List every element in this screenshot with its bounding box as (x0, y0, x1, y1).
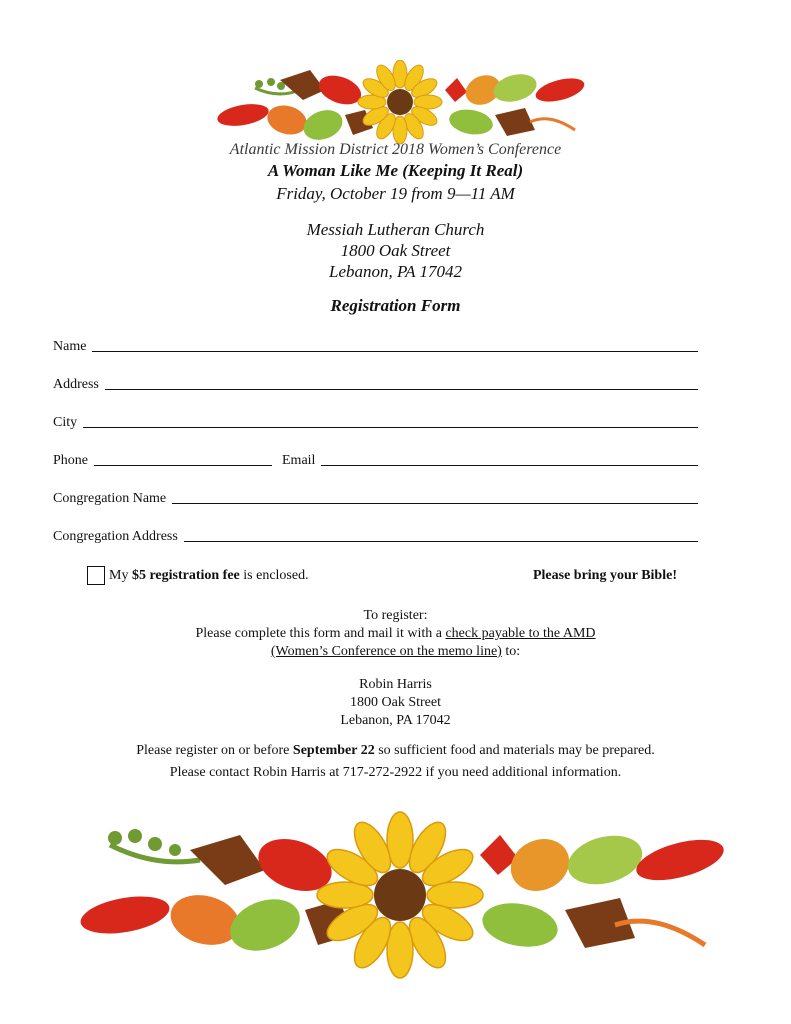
name-field[interactable] (92, 351, 698, 352)
mail-to-city: Lebanon, PA 17042 (340, 713, 451, 728)
congregation-name-field[interactable] (172, 503, 698, 504)
fee-row (87, 566, 677, 588)
autumn-leaves-sunflower-bottom-decoration (70, 800, 730, 990)
venue-city: Lebanon, PA 17042 (328, 262, 463, 281)
sunflower-icon (358, 60, 442, 144)
instructions-line-1-prefix: Please complete this form and mail it with a (195, 626, 446, 641)
orange-leaf-icon (502, 830, 578, 901)
green-leaf-icon (299, 105, 346, 145)
phone-email-field-row (53, 447, 698, 469)
congregation-name-label: Congregation Name (53, 491, 167, 506)
email-field[interactable] (321, 465, 698, 466)
brown-leaf-icon (190, 835, 265, 885)
address-field-row (53, 371, 698, 393)
red-leaf-icon (216, 101, 271, 130)
stem-icon (108, 829, 200, 862)
green-leaf-icon (490, 70, 539, 107)
footer-notes (0, 740, 791, 784)
instructions-line-2 (0, 643, 791, 661)
name-field-row (53, 333, 698, 355)
registration-instructions (0, 607, 791, 661)
brown-leaf-icon (280, 70, 325, 100)
red-leaf-icon (632, 832, 728, 888)
green-leaf-icon (223, 890, 307, 960)
venue-address (0, 219, 791, 282)
congregation-address-field-row (53, 523, 698, 545)
deadline-date: September 22 (292, 743, 375, 758)
green-leaf-icon (562, 828, 647, 892)
fee-enclosed-checkbox[interactable] (87, 566, 105, 585)
congregation-address-label: Congregation Address (53, 529, 178, 544)
address-label: Address (53, 377, 99, 392)
fee-text (109, 568, 309, 584)
city-field-row (53, 409, 698, 431)
city-label: City (53, 415, 78, 430)
email-label: Email (282, 453, 316, 468)
form-title: Registration Form (330, 296, 461, 315)
red-leaf-icon (315, 70, 365, 109)
city-field[interactable] (83, 427, 698, 428)
green-leaf-icon (479, 898, 561, 953)
phone-field[interactable] (94, 465, 272, 466)
orange-leaf-icon (264, 101, 310, 138)
congregation-address-field[interactable] (184, 541, 698, 542)
phone-label: Phone (53, 453, 88, 468)
mail-to-street: 1800 Oak Street (350, 695, 441, 710)
name-label: Name (53, 339, 87, 354)
fee-suffix: is enclosed. (239, 568, 309, 583)
contact-note: Please contact Robin Harris at 717-272-2922 if you need additional information. (169, 765, 622, 780)
instructions-line-2-suffix: to: (501, 644, 521, 659)
deadline-prefix: Please register on or before (136, 743, 293, 758)
instructions-line-1 (0, 625, 791, 643)
stem-icon (530, 119, 575, 130)
event-date-time: Friday, October 19 from 9—11 AM (276, 184, 515, 203)
venue-name: Messiah Lutheran Church (306, 220, 485, 239)
address-field[interactable] (105, 389, 698, 390)
theme-title: A Woman Like Me (Keeping It Real) (267, 161, 524, 180)
deadline-suffix: so sufficient food and materials may be prepared. (374, 743, 655, 758)
bible-note: Please bring your Bible! (532, 568, 677, 583)
district-title: Atlantic Mission District 2018 Women’s Conference (229, 141, 562, 158)
green-leaf-icon (447, 106, 494, 137)
red-leaf-icon (78, 890, 173, 939)
congregation-name-field-row (53, 485, 698, 507)
red-leaf-icon (445, 78, 467, 102)
deadline-note (0, 740, 791, 762)
venue-street: 1800 Oak Street (340, 241, 451, 260)
memo-line-text: (Women’s Conference on the memo line) (270, 644, 502, 659)
check-payable-text: check payable to the AMD (445, 626, 596, 641)
brown-leaf-icon (495, 108, 535, 136)
fee-prefix: My (109, 568, 132, 583)
mail-to-name: Robin Harris (359, 677, 432, 692)
instructions-heading: To register: (363, 608, 428, 623)
orange-leaf-icon (165, 888, 245, 952)
red-leaf-icon (533, 74, 585, 106)
fee-amount: $5 registration fee (131, 568, 240, 583)
mail-to-address (0, 676, 791, 730)
autumn-leaves-sunflower-top-decoration (215, 60, 585, 145)
sunflower-icon (317, 812, 483, 978)
